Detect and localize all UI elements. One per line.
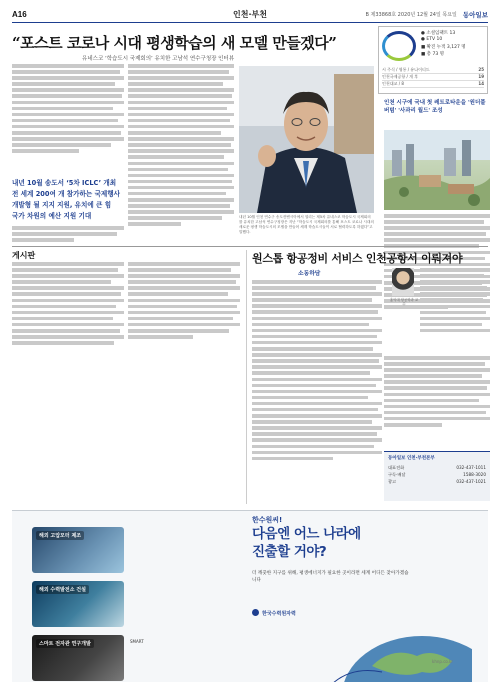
contact-box-title: 동아일보 인천·부천본부 [388,456,435,461]
photo-caption: 내년 10월 인천 연수구 송도컨벤시아에서 열리는 제5차 유네스코 학습도시 국제회의를 유치한 고남석 연수구청장은 지난 “학습도시 국제회의를 통해 포스트 코로나 시대의 새로운 평생 학습도시의 모델을 만들어 세계 학습도시들이 서로 협력하도록 하겠다”고 말했다. [239,215,374,234]
article-column [128,64,234,248]
article-column [12,64,124,176]
side-article-title: 인천 시구에 국내 첫 레트로타운을 '원더풀 버텀' '사과리 월드' 조성 [384,100,486,114]
masthead [12,8,488,21]
contact-row: 광고 032-437-1021 [388,479,486,484]
indicator-row: 인천대교 / 8 14 [382,81,484,86]
column-body [252,280,382,502]
pull-quote-line: 전 세계 200여 개 참가하는 국제행사 [12,190,121,198]
interview-photo [239,66,374,213]
article-column [12,226,124,248]
indicator-item: ■ 확진 누적 3,127 명 [421,45,466,50]
city-rendering [384,130,490,210]
contact-row: 대표전화 032-437-1011 [388,465,486,470]
contact-box [384,451,490,501]
ad-headline: 다음엔 어느 나라에 진출할 거야? [252,526,361,560]
pull-quote [12,178,124,222]
column-body [420,268,490,354]
section-title: 인천·부천 [233,10,267,19]
ad-thumbnail: 스마트 전자관 연구개발 [32,635,124,681]
indicator-item: ● 소셜임팩트 13 [421,31,456,36]
section-divider [12,246,488,247]
bulletin-heading: 게시판 [12,251,36,260]
ad-copy: 더 깨끗한 지구를 위해, 평생에너지가 필요한 곳이라면 세계 어디든 찾아가겠습니다 [252,571,409,583]
indicator-item: ● ETV 10 [421,37,443,42]
main-headline: “포스트 코로나 시대 평생학습의 새 모델 만들겠다” [12,34,337,52]
indicator-table [382,67,484,88]
ad-tagline: 한수원씨! [252,516,283,524]
pull-quote-line: 내년 10월 송도서 ‘5차 ICLC’ 개최 [12,179,117,187]
contact-row: 구독·배달 1588-3020 [388,472,486,477]
ad-thumbnail: 해외 고압모터 제조 [32,527,124,573]
column-title: 원스톱 항공정비 서비스 인천공항서 이뤄져야 [252,252,463,265]
column-rule [246,250,247,504]
ad-smart-label: SMART [130,639,144,644]
masthead-rule [12,22,488,23]
ad-brand: 한국수력원자력 [252,609,296,617]
ad-thumbnail: 해외 수력발전소 건설 [32,581,124,627]
page-number: A16 [12,10,27,19]
ad-image-column [12,511,190,682]
portrait-caption: 홍익대 항공학과 교수 [389,298,419,307]
advertisement[interactable] [12,510,488,682]
bulletin-column [12,262,124,502]
indicator-box [378,26,488,94]
bulletin-column [128,262,240,502]
main-subhead: 유네스코 ‘학습도시 국제회의’ 유치한 고남석 연수구청장 인터뷰 [82,56,235,62]
newspaper-brand: 동아일보 [462,11,488,19]
author-portrait [392,268,414,296]
column-author: 소동하담 [298,271,321,277]
indicator-item: ■ 총 73 명 [421,52,444,57]
indicator-row: 시 주식 / 영통 / 유나이티드 25 [382,67,484,72]
issue-info: B 제33868호 2020년 12월 24일 목요일 [365,12,457,18]
pull-quote-line: 개발형 될 지지 지원, 유치에 큰 힘 [12,201,112,209]
ad-footer[interactable]: khnp.co.kr [432,659,454,664]
column-body [384,356,490,446]
logo-icon [382,31,416,61]
indicator-row: 인천국제공항 / 개 후 19 [382,74,484,79]
pull-quote-line: 국가 차원의 예산 지원 기대 [12,212,92,220]
globe-icon [312,606,472,682]
